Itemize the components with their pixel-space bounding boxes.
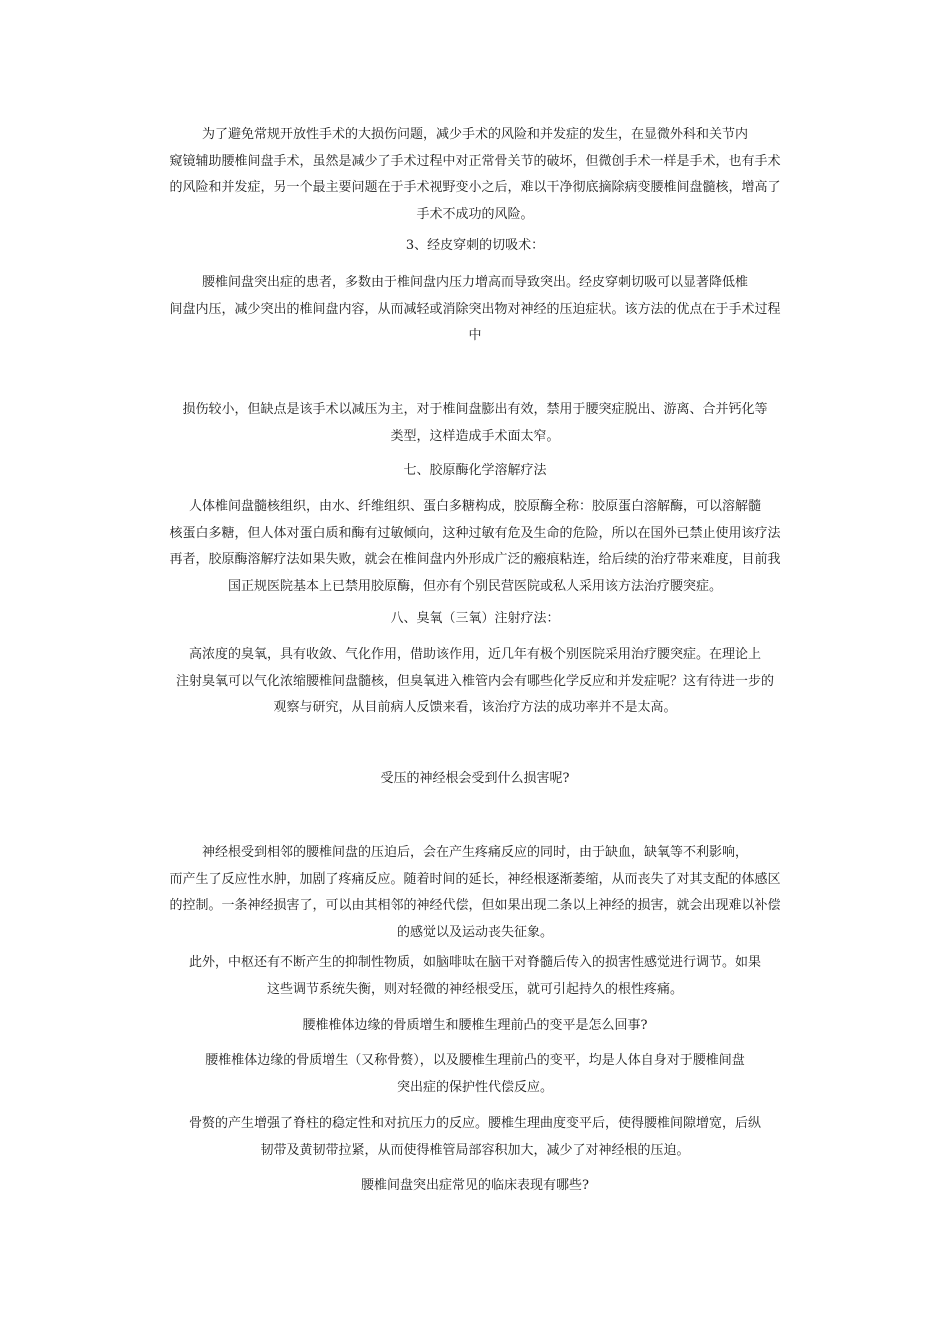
paragraph-osteophyte [140, 1111, 810, 1164]
text-line: 韧带及黄韧带拉紧，从而使得椎管局部容积加大，减少了对神经根的压迫。 [260, 1142, 690, 1158]
text-line: 此外，中枢还有不断产生的抑制性物质，如脑啡呔在脑干对脊髓后传入的损害性感觉进行调节。如果 [188, 955, 761, 970]
text-line: 人体椎间盘髓核组织，由水、纤维组织、蛋白多糖构成，胶原酶全称：胶原蛋白溶解酶，可以溶解髓 [188, 499, 761, 514]
heading-collagenase: 七、胶原酶化学溶解疗法 [403, 463, 547, 478]
text-line: 这些调节系统失衡，则对轻微的神经根受压，就可引起持久的根性疼痛。 [266, 981, 683, 997]
text-line: 中 [468, 328, 482, 343]
heading-percutaneous-aspiration: 3、经皮穿刺的切吸术： [405, 238, 545, 253]
text-line: 而产生了反应性水肿，加剧了疼痛反应。随着时间的延长，神经根逐渐萎缩，从而丧失了对其支配的体感区 [169, 871, 781, 887]
heading-ozone: 八、臭氧（三氧）注射疗法： [390, 611, 560, 626]
text-line: 注射臭氧可以气化浓缩腰椎间盘髓核，但臭氧进入椎管内会有哪些化学反应和并发症呢？这有待进一步的 [175, 673, 774, 689]
text-line: 的控制。一条神经损害了，可以由其相邻的神经代偿，但如果出现二条以上神经的损害，就会出现难以补偿 [169, 898, 781, 913]
text-line: 观察与研究，从目前病人反馈来看，该治疗方法的成功率并不是太高。 [273, 700, 677, 715]
text-line: 的风险和并发症，另一个最主要问题在于手术视野变小之后，难以干净彻底摘除病变腰椎间盘髓核，增高了 [169, 180, 781, 195]
paragraph-aspiration-drawbacks [140, 397, 810, 450]
text-line: 窥镜辅助腰椎间盘手术，虽然是减少了手术过程中对正常骨关节的破坏，但微创手术一样是手术，也有手术 [169, 153, 781, 169]
text-line: 损伤较小，但缺点是该手术以减压为主，对于椎间盘膨出有效，禁用于腰突症脱出、游离、合并钙化等 [182, 402, 768, 417]
text-line: 突出症的保护性代偿反应。 [396, 1079, 553, 1095]
paragraph-collagenase [140, 494, 810, 600]
text-line: 间盘内压，减少突出的椎间盘内容，从而减轻或消除突出物对神经的压迫症状。该方法的优点在于手术过程 [169, 301, 781, 317]
text-line: 再者，胶原酶溶解疗法如果失败，就会在椎间盘内外形成广泛的瘢痕粘连，给后续的治疗带来难度，目前我 [169, 552, 781, 567]
question-clinical-manifestations: 腰椎间盘突出症常见的临床表现有哪些? [361, 1178, 589, 1193]
text-line: 类型，这样造成手术面太窄。 [390, 428, 560, 444]
paragraph-percutaneous-aspiration [140, 270, 810, 350]
text-line: 核蛋白多糖，但人体对蛋白质和酶有过敏倾向，这种过敏有危及生命的危险，所以在国外已禁止使用该疗法 [169, 525, 781, 541]
text-line: 腰椎间盘突出症的患者，多数由于椎间盘内压力增高而导致突出。经皮穿刺切吸可以显著降低椎 [201, 275, 748, 290]
text-line: 为了避免常规开放性手术的大损伤问题，减少手术的风险和并发症的发生，在显微外科和关节内 [201, 127, 748, 142]
text-line: 骨赘的产生增强了脊柱的稳定性和对抗压力的反应。腰椎生理曲度变平后，使得腰椎间隙增宽，后纵 [188, 1116, 761, 1131]
text-line: 神经根受到相邻的腰椎间盘的压迫后，会在产生疼痛反应的同时，由于缺血，缺氧等不利影响， [201, 845, 748, 860]
paragraph-nerve-root-damage [140, 840, 810, 946]
text-line: 的感觉以及运动丧失征象。 [396, 924, 553, 940]
question-nerve-root-damage: 受压的神经根会受到什么损害呢? [380, 771, 570, 786]
paragraph-inhibitory-substances [140, 950, 810, 1003]
question-bone-hyperplasia: 腰椎椎体边缘的骨质增生和腰椎生理前凸的变平是怎么回事? [302, 1018, 648, 1033]
text-line: 国正规医院基本上已禁用胶原酶，但亦有个别民营医院或私人采用该方法治疗腰突症。 [227, 578, 722, 594]
paragraph-minimally-invasive-risk [140, 122, 810, 228]
paragraph-ozone [140, 642, 810, 722]
text-line: 手术不成功的风险。 [416, 206, 534, 222]
text-line: 腰椎椎体边缘的骨质增生（又称骨赘），以及腰椎生理前凸的变平，均是人体自身对于腰椎间盘 [205, 1053, 745, 1068]
paragraph-bone-hyperplasia [140, 1048, 810, 1101]
text-line: 高浓度的臭氧，具有收敛、气化作用，借助该作用，近几年有极个别医院采用治疗腰突症。在理论上 [188, 647, 761, 662]
